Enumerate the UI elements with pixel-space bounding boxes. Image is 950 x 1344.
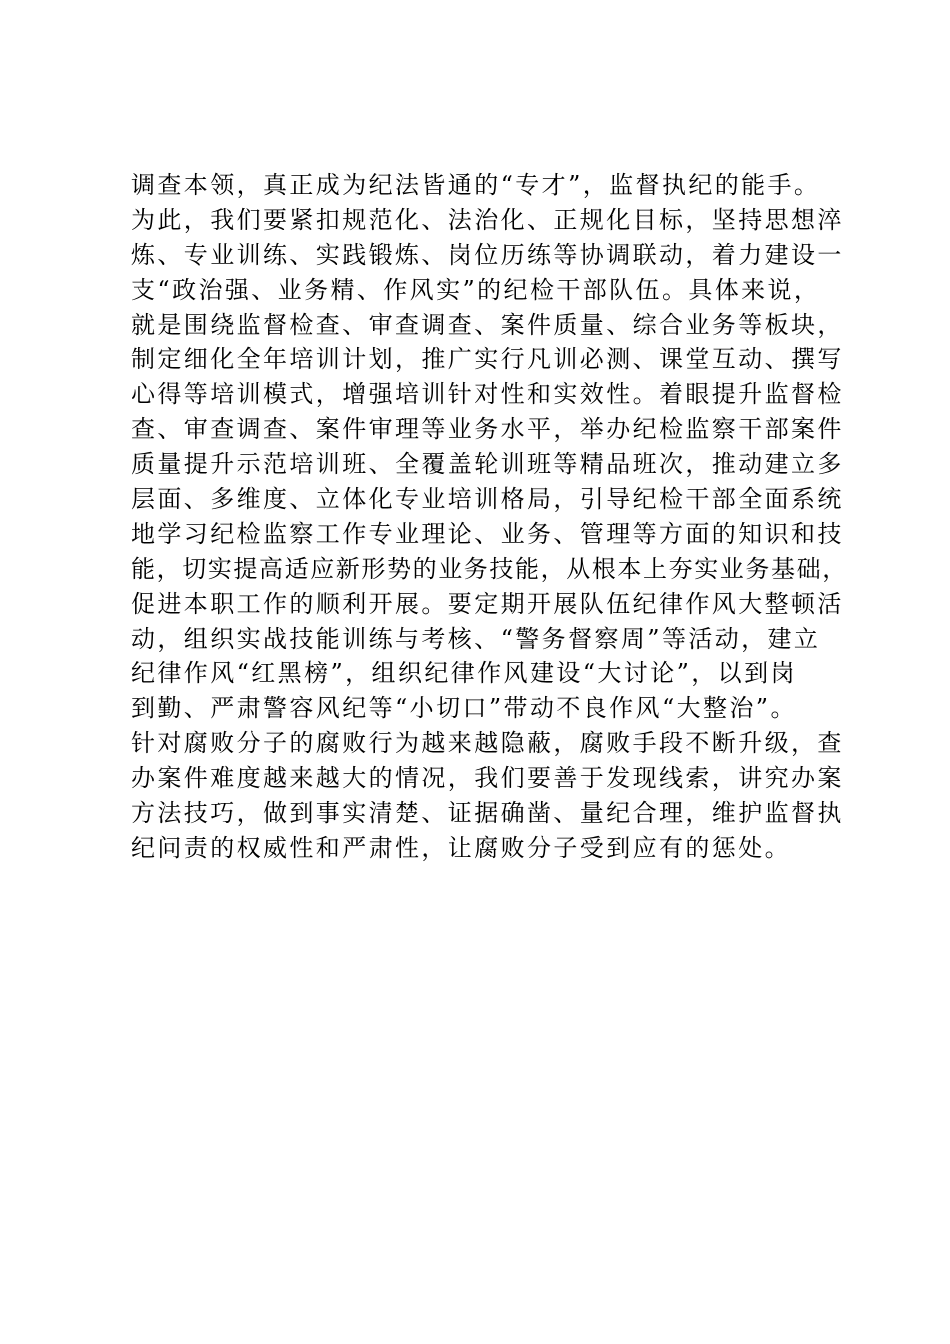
text-line: 为此，我们要紧扣规范化、法治化、正规化目标，坚持思想淬 [131,205,844,234]
text-line: 能，切实提高适应新形势的业务技能，从根本上夯实业务基础， [131,554,848,583]
text-line: 炼、专业训练、实践锻炼、岗位历练等协调联动，着力建设一 [131,240,844,269]
text-line: 质量提升示范培训班、全覆盖轮训班等精品班次，推动建立多 [131,450,844,479]
text-line: 针对腐败分子的腐败行为越来越隐蔽，腐败手段不断升级，查 [131,729,844,758]
text-line: 层面、多维度、立体化专业培训格局，引导纪检干部全面系统 [131,485,844,514]
text-line: 地学习纪检监察工作专业理论、业务、管理等方面的知识和技 [131,519,844,548]
text-line: 制定细化全年培训计划，推广实行凡训必测、课堂互动、撰写 [131,345,844,374]
text-line: 心得等培训模式，增强培训针对性和实效性。着眼提升监督检 [131,380,844,409]
text-line: 纪律作风“红黑榜”，组织纪律作风建设“大讨论”，以到岗 [131,659,797,688]
text-line: 调查本领，真正成为纪法皆通的“专才”，监督执纪的能手。 [131,171,821,199]
text-line: 支“政治强、业务精、作风实”的纪检干部队伍。具体来说， [131,275,821,304]
text-line: 动，组织实战技能训练与考核、“警务督察周”等活动，建立 [131,624,821,653]
text-line: 促进本职工作的顺利开展。要定期开展队伍纪律作风大整顿活 [131,589,844,618]
text-line: 到勤、严肃警容风纪等“小切口”带动不良作风“大整治”。 [131,694,797,723]
text-line: 方法技巧，做到事实清楚、证据确凿、量纪合理，维护监督执 [131,799,844,828]
text-line: 办案件难度越来越大的情况，我们要善于发现线索，讲究办案 [131,764,844,793]
body-paragraph [131,168,851,866]
text-line: 就是围绕监督检查、审查调查、案件质量、综合业务等板块， [131,310,844,339]
text-line: 纪问责的权威性和严肃性，让腐败分子受到应有的惩处。 [131,833,791,862]
text-line: 查、审查调查、案件审理等业务水平，举办纪检监察干部案件 [131,415,844,444]
